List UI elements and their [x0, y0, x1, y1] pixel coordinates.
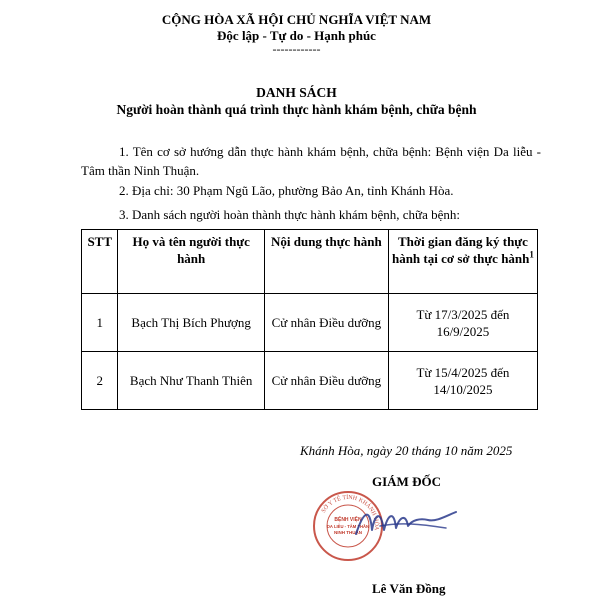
header-time: Thời gian đăng ký thực hành tại cơ sở thực hành$^1$ — [388, 230, 537, 294]
handwritten-signature — [350, 500, 460, 548]
table-row — [82, 294, 538, 352]
header-content: Nội dung thực hành — [264, 230, 388, 294]
cell-stt: 1 — [82, 294, 118, 352]
table-header-row — [82, 230, 538, 294]
title-main: DANH SÁCH — [256, 85, 337, 100]
title-subtitle: Người hoàn thành quá trình thực hành khám bệnh, chữa bệnh — [116, 102, 477, 117]
svg-text:SỞ Y TẾ TỈNH KHÁNH HÒA: SỞ Y TẾ TỈNH KHÁNH HÒA — [320, 494, 380, 531]
paragraph-facility: 1. Tên cơ sở hướng dẫn thực hành khám bệnh, chữa bệnh: Bệnh viện Da liễu - Tâm thần Ninh Thuận. — [81, 144, 541, 178]
signer-name: Lê Văn Đồng — [372, 581, 446, 596]
header-name: Họ và tên người thực hành — [118, 230, 264, 294]
nation-title: CỘNG HÒA XÃ HỘI CHỦ NGHĨA VIỆT NAM — [161, 12, 432, 27]
document-header — [0, 12, 593, 54]
svg-text:BỆNH VIỆN: BỆNH VIỆN — [334, 517, 362, 523]
cell-stt: 2 — [82, 352, 118, 410]
svg-text:DA LIỄU - TÂM THẦN: DA LIỄU - TÂM THẦN — [326, 524, 370, 529]
cell-name: Bạch Thị Bích Phượng — [118, 294, 264, 352]
cell-time: Từ 15/4/2025 đến 14/10/2025 — [388, 352, 537, 410]
signer-position: GIÁM ĐỐC — [372, 474, 441, 489]
cell-content: Cử nhân Điều dưỡng — [264, 352, 388, 410]
table-row — [82, 352, 538, 410]
motto: Độc lập - Tự do - Hạnh phúc — [217, 28, 376, 43]
cell-time: Từ 17/3/2025 đến 16/9/2025 — [388, 294, 537, 352]
practitioner-table — [81, 229, 538, 410]
signature-date-line: Khánh Hòa, ngày 20 tháng 10 năm 2025 — [300, 443, 513, 458]
paragraph-list-intro: 3. Danh sách người hoàn thành thực hành khám bệnh, chữa bệnh: — [119, 207, 461, 222]
cell-name: Bạch Như Thanh Thiên — [118, 352, 264, 410]
header-stt: STT — [82, 230, 118, 294]
document-title — [0, 84, 593, 118]
header-divider: ------------ — [272, 42, 321, 56]
svg-text:NINH THUẬN: NINH THUẬN — [334, 530, 362, 535]
cell-content: Cử nhân Điều dưỡng — [264, 294, 388, 352]
paragraph-address: 2. Địa chỉ: 30 Phạm Ngũ Lão, phường Bảo An, tỉnh Khánh Hòa. — [119, 183, 454, 198]
footnote-mark: 1 — [529, 249, 534, 260]
